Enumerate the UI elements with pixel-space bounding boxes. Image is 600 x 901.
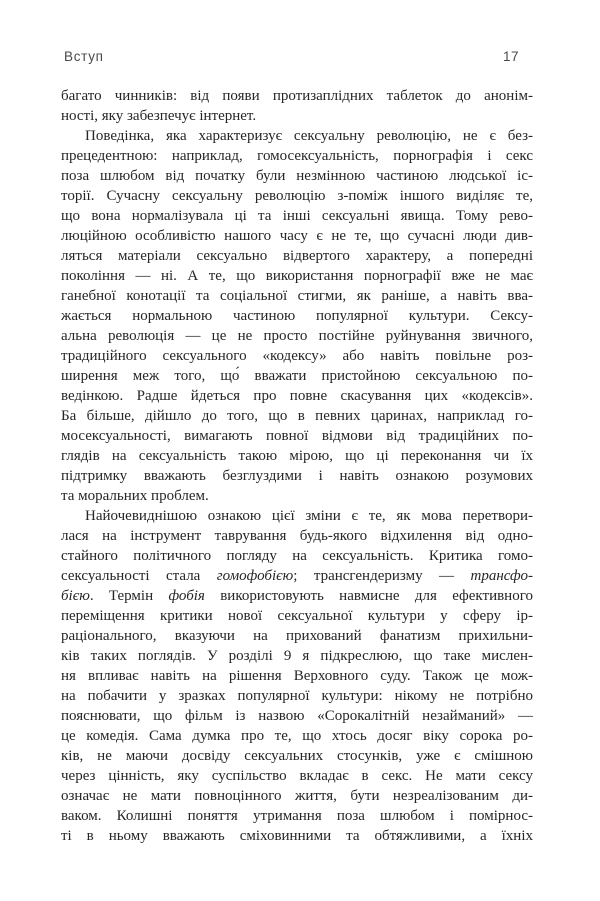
running-title: Вступ [64, 49, 104, 64]
text-segment: . Термін [89, 588, 169, 604]
text-segment: ведінкою. Радше йдеться про повне скасування цих «кодексів». [61, 388, 533, 404]
text-segment: Поведінка, яка характеризує сексуальну революцію, не є без- [85, 128, 533, 144]
text-line [61, 606, 533, 626]
text-segment: підтримку вважають безглуздими і навіть ознакою розумових [61, 468, 533, 484]
italic-text-segment: гомофобією [216, 568, 294, 584]
text-segment: означає не мати повноцінного життя, бути незреалізованим ди- [61, 788, 533, 804]
text-line [61, 206, 533, 226]
text-segment: стайного політичного погляду на сексуальність. Критика гомо- [61, 548, 533, 564]
text-segment: ганебної конотації та соціальної стигми, як раніше, а навіть вва- [61, 288, 533, 304]
text-line [61, 706, 533, 726]
text-segment: пояснювати, що фільм із назвою «Сорокалітній незайманий» — [61, 708, 533, 724]
text-line [61, 446, 533, 466]
text-line [61, 106, 533, 126]
text-segment: ваком. Колишні поняття утримання поза шлюбом і помірнос- [61, 808, 533, 824]
text-segment: традиційного сексуального «кодексу» або навіть повільне роз- [61, 348, 533, 364]
text-segment: люційною особливістю нашого часу є не те, що сучасні люди див- [61, 228, 533, 244]
text-segment: ширення меж того, що́ вважати пристойною сексуальною по- [61, 368, 533, 384]
text-segment: поза шлюбом від початку були незмінною частиною людської іс- [61, 168, 533, 184]
text-line [61, 766, 533, 786]
text-line [61, 626, 533, 646]
text-line [61, 746, 533, 766]
text-line [61, 826, 533, 846]
text-segment: що вона нормалізувала ці та інші сексуальні явища. Тому рево- [61, 208, 533, 224]
text-line [61, 366, 533, 386]
italic-text-segment: фобія [168, 588, 205, 604]
text-segment: Ба більше, дійшло до того, що в певних царинах, наприклад го- [61, 408, 533, 424]
text-segment: альна революція — це не просто постійне руйнування звичного, [61, 328, 533, 344]
text-segment: прецедентною: наприклад, гомосексуальність, порнографія і секс [61, 148, 533, 164]
text-line [61, 686, 533, 706]
italic-text-segment: трансфо- [470, 568, 533, 584]
text-segment: на побачити у зразках популярної культури: нікому не потрібно [61, 688, 533, 704]
text-segment: використовують навмисне для ефективного [204, 588, 533, 604]
text-line [61, 226, 533, 246]
text-segment: це комедія. Сама думка про те, що хтось досяг віку сорока ро- [61, 728, 533, 744]
text-line [61, 166, 533, 186]
page-header [61, 49, 533, 65]
text-segment: ляться матеріали сексуально відвертого характеру, а попередні [61, 248, 533, 264]
text-line [61, 246, 533, 266]
text-segment: глядів на сексуальність такою мірою, що ці переконання чи їх [61, 448, 533, 464]
text-segment: ; трансгендеризму — [293, 568, 471, 584]
text-segment: сексуальності стала [61, 568, 217, 584]
text-line [61, 86, 533, 106]
text-line [61, 426, 533, 446]
italic-text-segment: бією [61, 588, 90, 604]
text-line [61, 506, 533, 526]
text-line [61, 306, 533, 326]
text-segment: раціонального, вказуючи на прихований фанатизм прихильни- [61, 628, 533, 644]
text-line [61, 466, 533, 486]
text-line [61, 806, 533, 826]
text-segment: через цінність, яку суспільство вкладає в секс. Не мати сексу [61, 768, 533, 784]
text-segment: ків таких поглядів. У розділі 9 я підкреслюю, що таке мислен- [61, 648, 533, 664]
text-segment: ті в ньому вважають сміховинними та обтяжливими, а їхніх [61, 828, 533, 844]
text-line [61, 566, 533, 586]
text-line [61, 546, 533, 566]
text-segment: та моральних проблем. [61, 488, 209, 504]
text-segment: переміщення критики нової сексуальної культури у сферу ір- [61, 608, 533, 624]
text-segment: ності, яку забезпечує інтернет. [61, 108, 257, 124]
text-segment: жається нормальною частиною популярної культури. Сексу- [61, 308, 533, 324]
text-segment: мосексуальності, вимагають повної відмови від традиційних по- [61, 428, 533, 444]
page-number: 17 [502, 49, 519, 64]
text-segment: багато чинників: від появи протизаплідних таблеток до анонім- [61, 88, 533, 104]
text-line [61, 666, 533, 686]
text-line [61, 286, 533, 306]
text-line [61, 126, 533, 146]
text-line [61, 146, 533, 166]
text-segment: Найочевиднішою ознакою цієї зміни є те, як мова перетвори- [85, 508, 533, 524]
text-segment: ня впливає навіть на рішення Верховного суду. Також це мож- [61, 668, 533, 684]
text-line [61, 346, 533, 366]
text-line [61, 326, 533, 346]
text-segment: ків, не маючи досвіду сексуальних стосунків, уже є смішною [61, 748, 533, 764]
text-line [61, 266, 533, 286]
text-line [61, 646, 533, 666]
text-segment: покоління — ні. А те, що використання порнографії вже не має [61, 268, 533, 284]
text-line [61, 186, 533, 206]
text-line [61, 526, 533, 546]
text-line [61, 786, 533, 806]
text-line [61, 486, 533, 506]
text-line [61, 386, 533, 406]
text-segment: торії. Сучасну сексуальну революцію з-поміж іншого виділяє те, [61, 188, 533, 204]
text-line [61, 586, 533, 606]
text-segment: лася на інструмент таврування будь-якого відхилення від одно- [61, 528, 533, 544]
body-text [61, 86, 533, 846]
text-line [61, 726, 533, 746]
text-line [61, 406, 533, 426]
